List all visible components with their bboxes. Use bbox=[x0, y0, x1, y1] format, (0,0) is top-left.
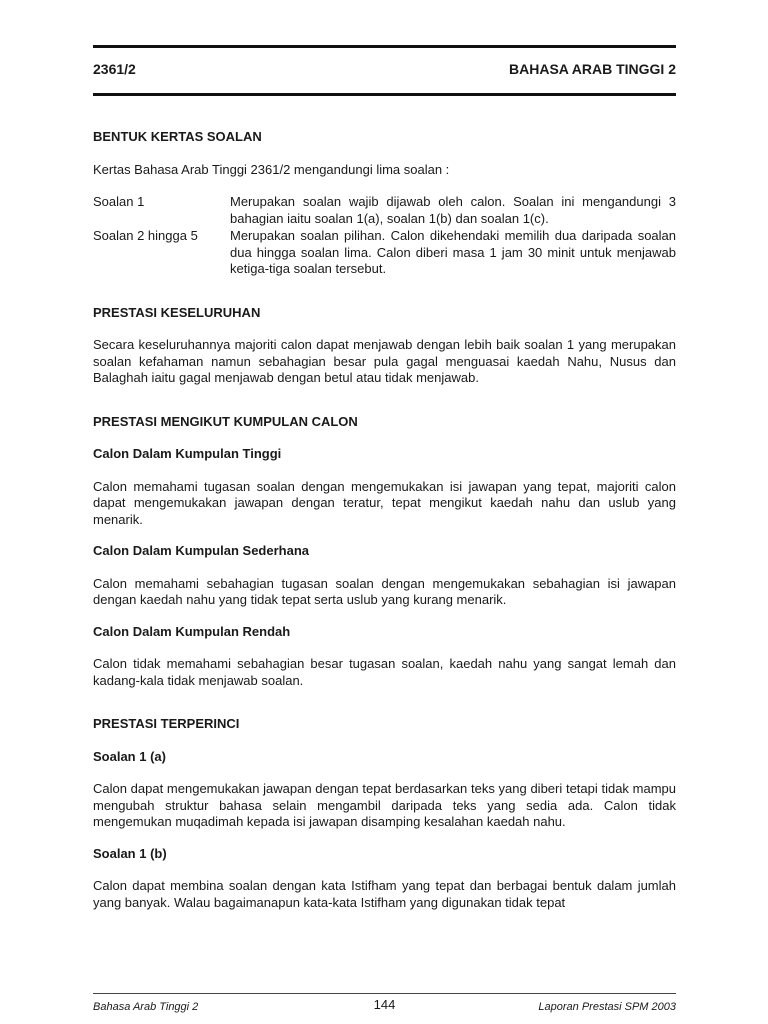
header-top-rule bbox=[93, 45, 676, 48]
paper-code: 2361/2 bbox=[93, 61, 136, 77]
subheading-kumpulan-rendah: Calon Dalam Kumpulan Rendah bbox=[93, 623, 291, 639]
section-heading-bentuk: BENTUK KERTAS SOALAN bbox=[93, 129, 262, 144]
question-description: Merupakan soalan pilihan. Calon dikehendaki memilih dua daripada soalan dua hingga soalan lima. Calon diberi masa 1 jam 30 minit untuk menjawab ketiga-tiga soalan tersebut. bbox=[230, 228, 676, 276]
section-heading-keseluruhan: PRESTASI KESELURUHAN bbox=[93, 304, 261, 320]
subheading-kumpulan-tinggi: Calon Dalam Kumpulan Tinggi bbox=[93, 446, 282, 461]
soalan-1b-paragraph: Calon dapat membina soalan dengan kata Istifham yang tepat dan berbagai bentuk dalam jumlah yang banyak. Walau bagaimanapun kata-kata Istifham yang digunakan tidak tepat bbox=[93, 878, 676, 910]
section-heading-kumpulan: PRESTASI MENGIKUT KUMPULAN CALON bbox=[93, 413, 358, 429]
keseluruhan-paragraph: Secara keseluruhannya majoriti calon dapat menjawab dengan lebih baik soalan 1 yang merupakan soalan kefahaman namun sebahagian besar pula gagal menguasai kaedah Nahu, Nusus dan Balaghah iaitu gagal menjawab dengan betul atau tidak menjawab. bbox=[93, 337, 676, 385]
document-page bbox=[93, 0, 676, 1024]
kumpulan-tinggi-paragraph: Calon memahami tugasan soalan dengan mengemukakan isi jawapan yang tepat, majoriti calon dapat mengemukakan jawapan dengan teratur, tepat mengikut kaedah nahu dan uslub yang menarik. bbox=[93, 478, 676, 527]
subheading-soalan-1a: Soalan 1 (a) bbox=[93, 748, 166, 764]
page-header bbox=[93, 61, 676, 81]
question-description: Merupakan soalan wajib dijawab oleh calon. Soalan ini mengandungi 3 bahagian iaitu soalan 1(a), soalan 1(b) dan soalan 1(c). bbox=[230, 194, 676, 226]
kumpulan-sederhana-paragraph: Calon memahami sebahagian tugasan soalan dengan mengemukakan sebahagian isi jawapan dengan kaedah nahu yang tidak tepat serta uslub yang kurang menarik. bbox=[93, 575, 676, 607]
subheading-soalan-1b: Soalan 1 (b) bbox=[93, 845, 167, 861]
footer-subject: Bahasa Arab Tinggi 2 bbox=[93, 1001, 199, 1013]
subject-title: BAHASA ARAB TINGGI 2 bbox=[509, 61, 676, 77]
page-footer bbox=[93, 998, 676, 1012]
question-label: Soalan 2 hingga 5 bbox=[93, 228, 198, 243]
footer-report-title: Laporan Prestasi SPM 2003 bbox=[538, 1001, 676, 1013]
header-bottom-rule bbox=[93, 93, 676, 96]
bentuk-intro: Kertas Bahasa Arab Tinggi 2361/2 mengandungi lima soalan : bbox=[93, 161, 450, 177]
section-heading-terperinci: PRESTASI TERPERINCI bbox=[93, 716, 240, 731]
question-row bbox=[93, 228, 676, 278]
page-number: 144 bbox=[373, 997, 396, 1012]
question-row bbox=[93, 194, 676, 227]
soalan-1a-paragraph: Calon dapat mengemukakan jawapan dengan tepat berdasarkan teks yang diberi tetapi tidak mampu mengubah struktur bahasa selain mengambil daripada teks yang sedia ada. Calon tidak mengemukan muqadimah kepada isi jawapan disamping kesalahan kaedah nahu. bbox=[93, 781, 676, 829]
page-content bbox=[93, 129, 676, 911]
kumpulan-rendah-paragraph: Calon tidak memahami sebahagian besar tugasan soalan, kaedah nahu yang sangat lemah dan kadang-kala tidak menjawab soalan. bbox=[93, 656, 676, 688]
question-label: Soalan 1 bbox=[93, 194, 145, 209]
subheading-kumpulan-sederhana: Calon Dalam Kumpulan Sederhana bbox=[93, 543, 309, 558]
footer-rule bbox=[93, 993, 676, 994]
